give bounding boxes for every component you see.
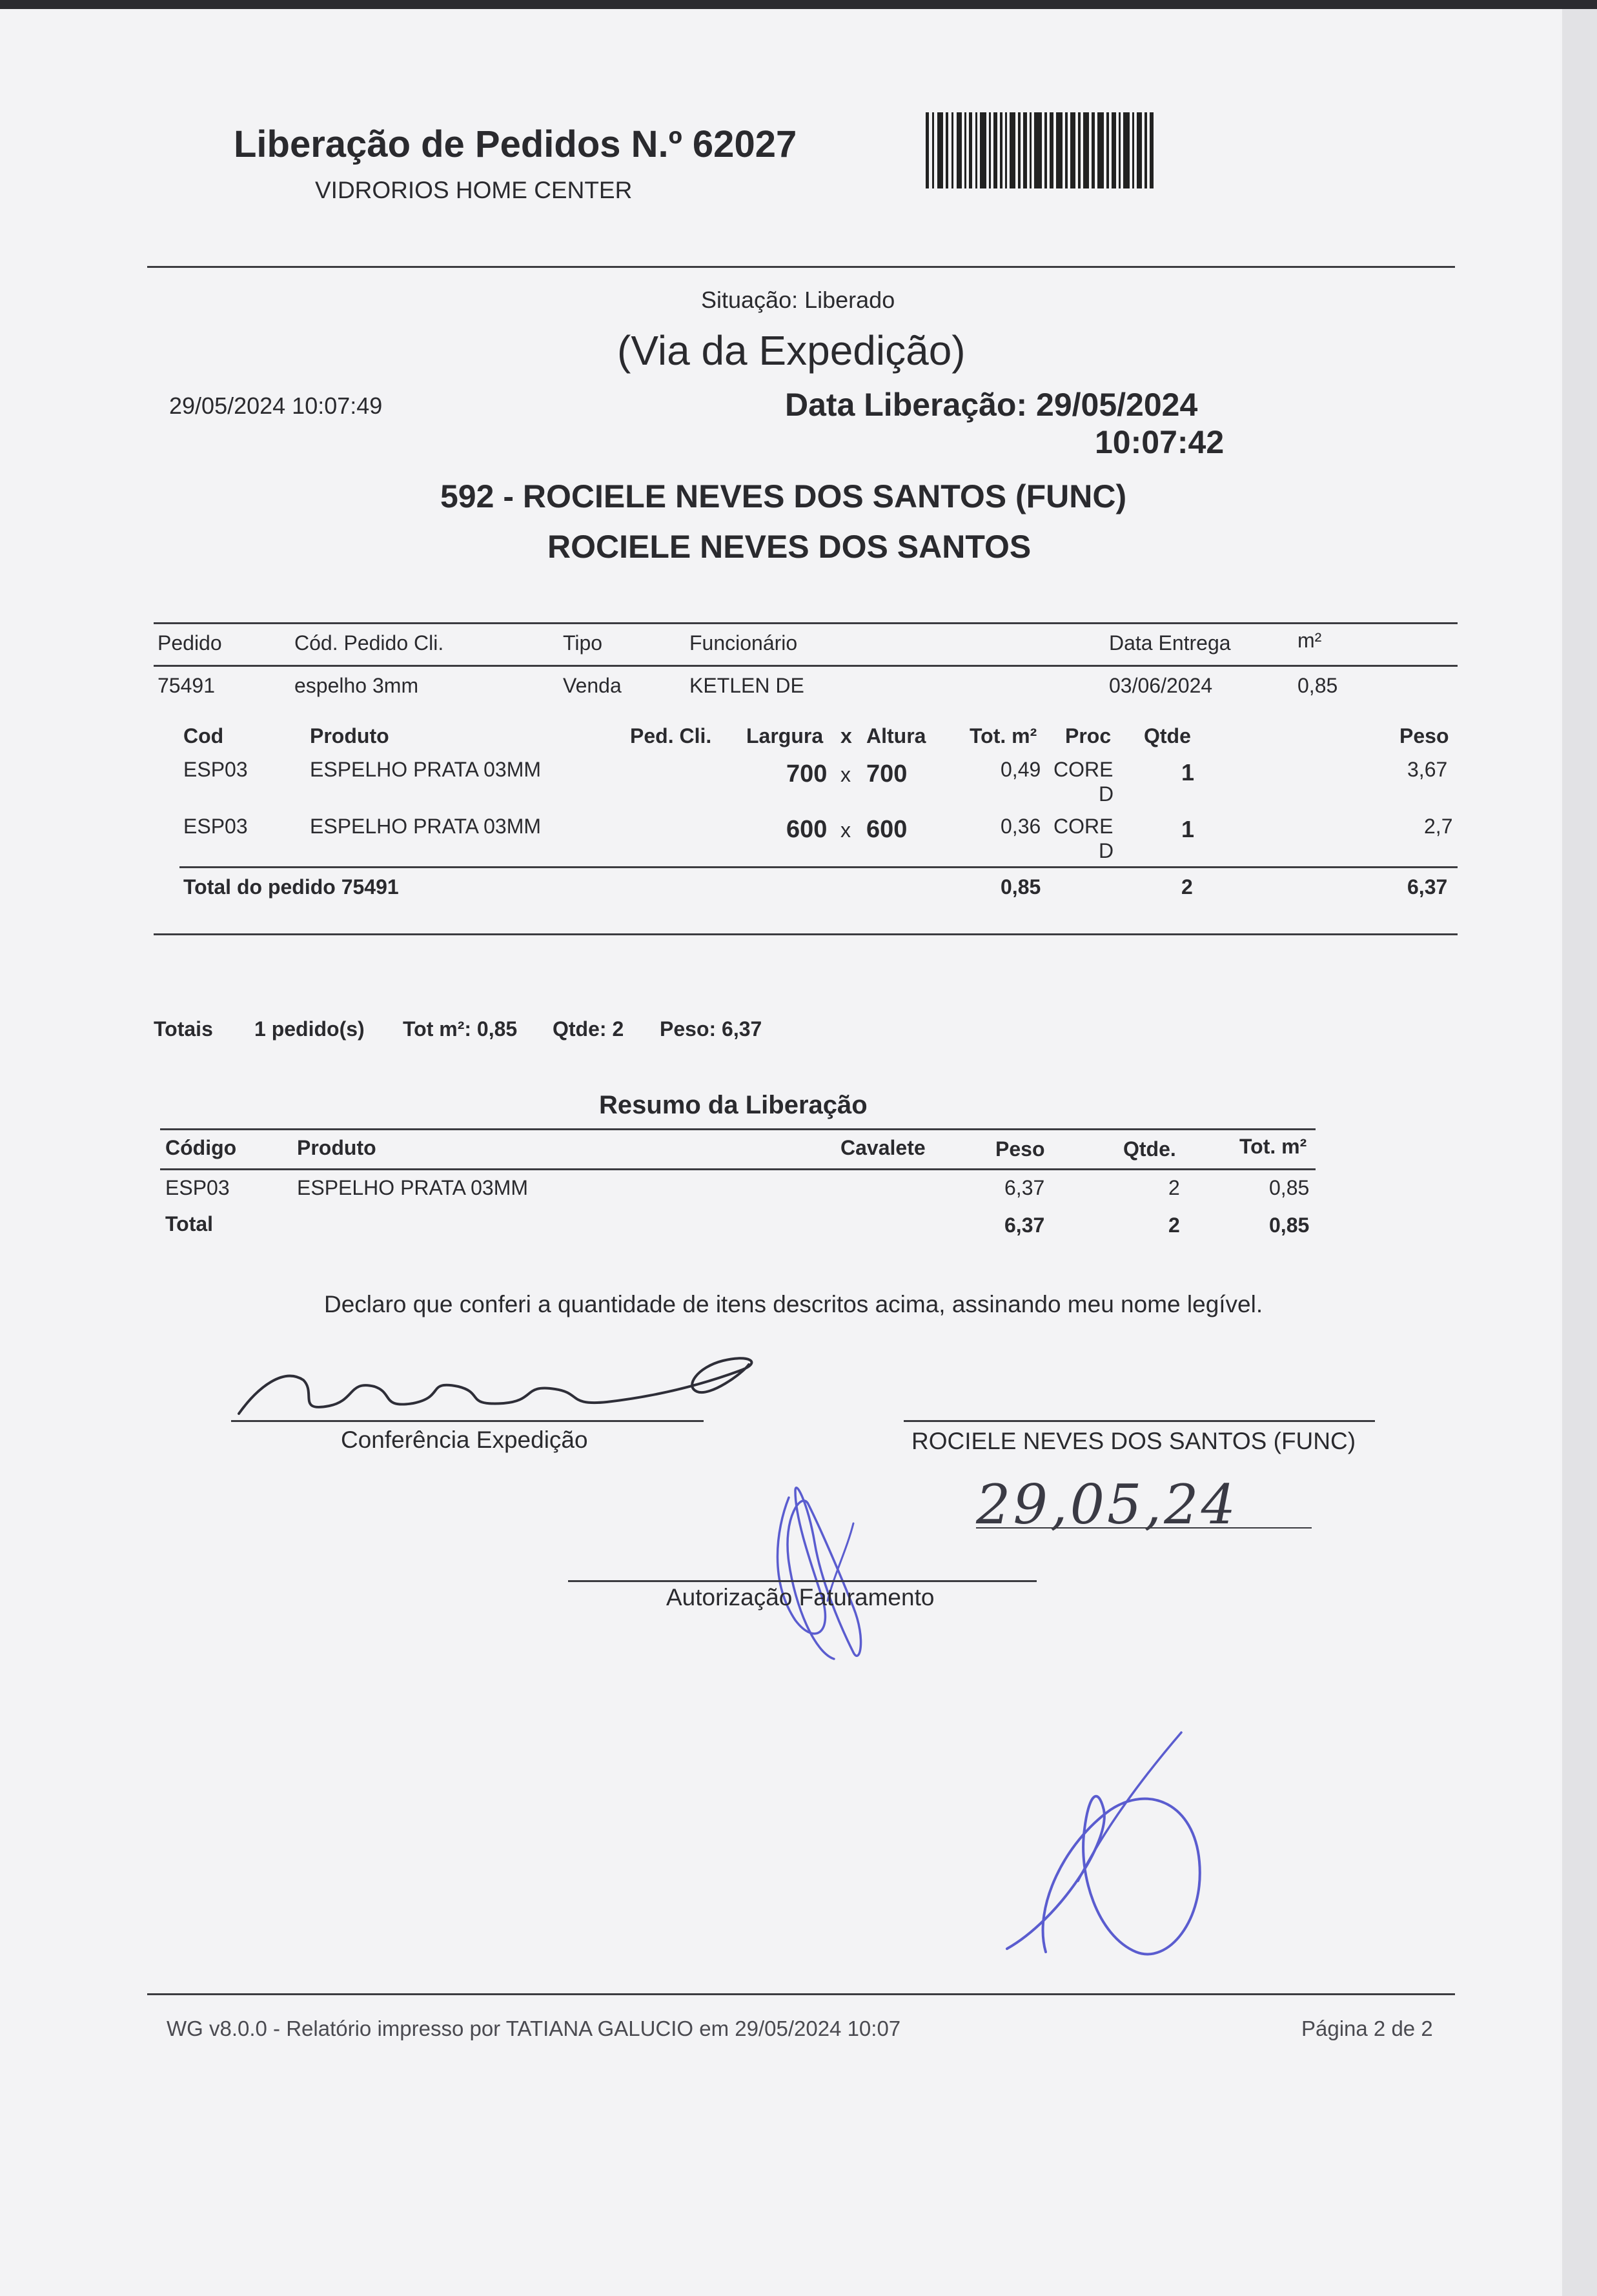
data-liberacao-time: 10:07:42 [1095,424,1225,460]
resumo-col-cavalete: Cavalete [840,1136,926,1159]
resumo-tot-m2: 0,85 [1269,1176,1310,1199]
col-pedido: Pedido [158,631,222,655]
resumo-peso: 6,37 [1004,1176,1045,1199]
data-liberacao: Data Liberação: 29/05/2024 [785,387,1198,423]
scan-top-edge [0,0,1597,9]
item-produto: ESPELHO PRATA 03MM [310,758,542,781]
handwritten-date-underline [976,1527,1312,1529]
document-page [0,9,1562,2296]
autorizacao-signature-line [568,1580,1037,1582]
order-table-bottom-rule [154,933,1458,935]
totais-peso: Peso: 6,37 [660,1017,762,1041]
col-produto: Produto [310,724,389,747]
items-total-label: Total do pedido 75491 [183,875,399,899]
item-tot-m2: 0,49 [1001,758,1041,781]
col-tot-m2: Tot. m² [970,724,1037,747]
situacao: Situação: Liberado [701,287,895,313]
autorizacao-label: Autorização Faturamento [666,1584,935,1610]
resumo-top-rule [160,1128,1316,1130]
item-largura: 600 [786,816,828,843]
item-cod: ESP03 [183,815,248,838]
col-altura: Altura [866,724,926,747]
resumo-col-codigo: Código [165,1136,237,1159]
item-peso: 3,67 [1407,758,1448,781]
item-x: x [840,818,851,842]
item-produto: ESPELHO PRATA 03MM [310,815,542,838]
item-tot-m2: 0,36 [1001,815,1041,838]
col-proc: Proc [1065,724,1112,747]
document-title: Liberação de Pedidos N.º 62027 [234,123,797,165]
col-tipo: Tipo [563,631,603,655]
items-total-peso: 6,37 [1407,875,1448,899]
order-funcionario: KETLEN DE [689,674,804,697]
item-proc-cont: D [1099,782,1114,806]
col-funcionario: Funcionário [689,631,798,655]
order-cod-pedido-cli: espelho 3mm [294,674,419,697]
item-peso: 2,7 [1424,815,1453,838]
items-total-m2: 0,85 [1001,875,1041,899]
resumo-codigo: ESP03 [165,1176,230,1199]
totais-pedidos: 1 pedido(s) [254,1017,365,1041]
item-proc: CORE [1053,815,1114,838]
items-total-rule [179,866,1458,868]
col-largura: Largura [746,724,824,747]
resumo-total-peso: 6,37 [1004,1214,1045,1237]
pen-mark [994,1713,1214,1971]
resumo-total-qtde: 2 [1168,1214,1180,1237]
resumo-header-rule [160,1168,1316,1170]
company-name: VIDRORIOS HOME CENTER [315,177,633,203]
resumo-title: Resumo da Liberação [599,1091,868,1119]
col-cod-pedido-cli: Cód. Pedido Cli. [294,631,444,655]
resumo-col-peso: Peso [995,1137,1045,1161]
resumo-col-produto: Produto [297,1136,376,1159]
header-divider [147,266,1455,268]
item-proc: CORE [1053,758,1114,781]
order-pedido: 75491 [158,674,215,697]
order-table-header-rule [154,665,1458,667]
footer-divider [147,1993,1455,1995]
resumo-col-qtde: Qtde. [1123,1137,1176,1161]
item-largura: 700 [786,760,828,787]
col-data-entrega: Data Entrega [1109,631,1231,655]
item-altura: 600 [866,816,908,843]
totais-m2: Tot m²: 0,85 [403,1017,518,1041]
items-total-qtde: 2 [1181,875,1193,899]
col-ped-cli: Ped. Cli. [630,724,712,747]
client-signature-line [904,1420,1375,1422]
item-qtde: 1 [1181,759,1195,786]
col-qtde: Qtde [1144,724,1191,747]
item-cod: ESP03 [183,758,248,781]
resumo-produto: ESPELHO PRATA 03MM [297,1176,529,1199]
col-x: x [840,724,852,747]
item-altura: 700 [866,760,908,787]
item-x: x [840,763,851,786]
col-cod: Cod [183,724,224,747]
client-line-1: 592 - ROCIELE NEVES DOS SANTOS (FUNC) [440,478,1127,514]
order-data-entrega: 03/06/2024 [1109,674,1213,697]
col-peso: Peso [1399,724,1449,747]
signature-autorizacao [757,1478,873,1672]
resumo-col-tot-m2: Tot. m² [1239,1135,1307,1158]
resumo-total-label: Total [165,1212,214,1235]
via-label: (Via da Expedição) [617,327,966,374]
page-number: Página 2 de 2 [1301,2017,1433,2040]
declaration-text: Declaro que conferi a quantidade de itens descritos acima, assinando meu nome legível. [324,1291,1263,1317]
totais-qtde: Qtde: 2 [553,1017,624,1041]
item-qtde: 1 [1181,816,1195,842]
conferencia-label: Conferência Expedição [341,1427,588,1453]
scan-right-edge [1562,9,1597,2296]
handwritten-date: 29,05,24 [976,1473,1239,1536]
totais-label: Totais [154,1017,213,1041]
client-line-2: ROCIELE NEVES DOS SANTOS [547,529,1032,565]
resumo-total-m2: 0,85 [1269,1214,1310,1237]
order-m2: 0,85 [1297,674,1338,697]
conferencia-signature-line [231,1420,704,1422]
barcode [926,112,1155,191]
order-tipo: Venda [563,674,622,697]
col-m2: m² [1297,629,1322,652]
order-table-top-rule [154,622,1458,624]
item-proc-cont: D [1099,839,1114,862]
resumo-qtde: 2 [1168,1176,1180,1199]
client-signature-label: ROCIELE NEVES DOS SANTOS (FUNC) [911,1428,1356,1454]
printed-datetime: 29/05/2024 10:07:49 [169,392,383,419]
signature-conferencia [232,1341,768,1425]
footer-report-info: WG v8.0.0 - Relatório impresso por TATIANA GALUCIO em 29/05/2024 10:07 [167,2017,901,2040]
